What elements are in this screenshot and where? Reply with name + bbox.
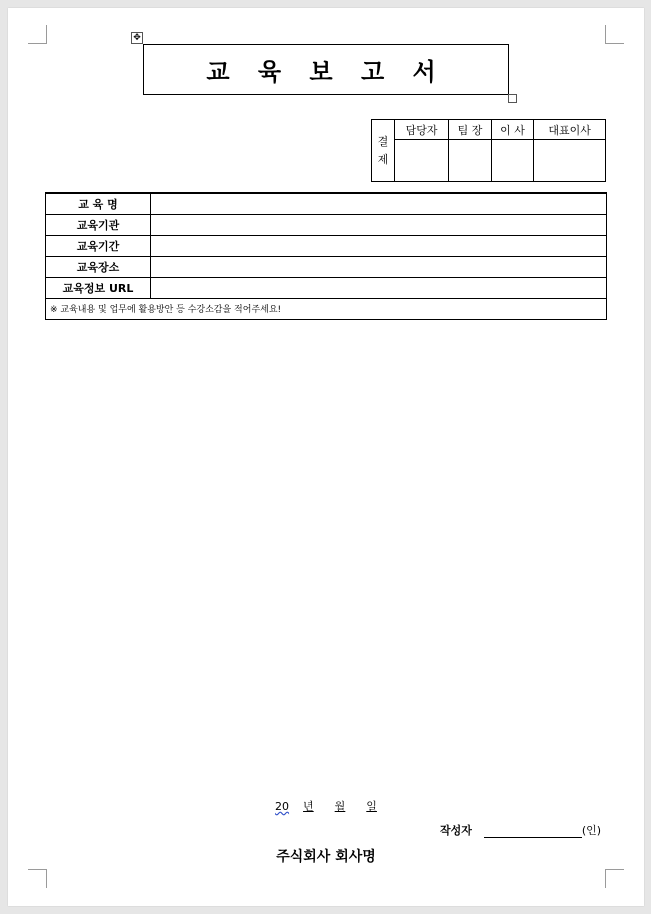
field-value-location[interactable] <box>151 257 607 278</box>
field-label-course-name: 교 육 명 <box>46 193 151 215</box>
approval-col-ceo: 대표이사 <box>534 120 606 140</box>
approval-sign-ceo[interactable] <box>534 140 606 182</box>
author-blank[interactable] <box>484 825 582 838</box>
author-label: 작성자 <box>440 824 472 837</box>
author-line[interactable] <box>440 822 601 838</box>
crop-mark-top-left <box>28 25 47 44</box>
content-note: ※ 교육내용 및 업무에 활용방안 등 수강소감을 적어주세요! <box>50 305 282 315</box>
approval-sign-team-lead[interactable] <box>449 140 491 182</box>
field-label-institution: 교육기관 <box>46 215 151 236</box>
date-year-prefix: 20 <box>275 800 290 813</box>
field-value-course-name[interactable] <box>151 193 607 215</box>
content-area[interactable] <box>46 299 607 320</box>
field-value-period[interactable] <box>151 236 607 257</box>
approval-col-staff: 담당자 <box>395 120 449 140</box>
date-line[interactable] <box>8 798 644 814</box>
table-row <box>46 257 607 278</box>
table-move-handle-icon[interactable]: ✥ <box>131 32 143 44</box>
field-value-url[interactable] <box>151 278 607 299</box>
title-box[interactable] <box>143 44 509 95</box>
table-row <box>46 236 607 257</box>
info-table <box>45 192 607 320</box>
crop-mark-bottom-left <box>28 869 47 888</box>
approval-col-director: 이 사 <box>491 120 533 140</box>
crop-mark-bottom-right <box>605 869 624 888</box>
table-row <box>46 299 607 320</box>
table-row <box>46 215 607 236</box>
table-row <box>46 278 607 299</box>
table-resize-handle[interactable] <box>508 94 517 103</box>
date-year: 년 <box>303 800 314 813</box>
date-day: 일 <box>366 800 377 813</box>
approval-col-team-lead: 팀 장 <box>449 120 491 140</box>
field-label-url: 교육정보 URL <box>46 278 151 299</box>
approval-sign-director[interactable] <box>491 140 533 182</box>
crop-mark-top-right <box>605 25 624 44</box>
company-name: 주식회사 회사명 <box>276 849 376 865</box>
document-page <box>8 8 644 906</box>
approval-table <box>371 119 606 182</box>
approval-label: 결 제 <box>372 120 395 182</box>
seal-label: (인) <box>581 824 602 837</box>
field-label-period: 교육기간 <box>46 236 151 257</box>
approval-sign-staff[interactable] <box>395 140 449 182</box>
date-month: 월 <box>334 800 346 813</box>
field-value-institution[interactable] <box>151 215 607 236</box>
document-title: 교 육 보 고 서 <box>206 58 446 86</box>
table-row <box>46 193 607 215</box>
field-label-location: 교육장소 <box>46 257 151 278</box>
